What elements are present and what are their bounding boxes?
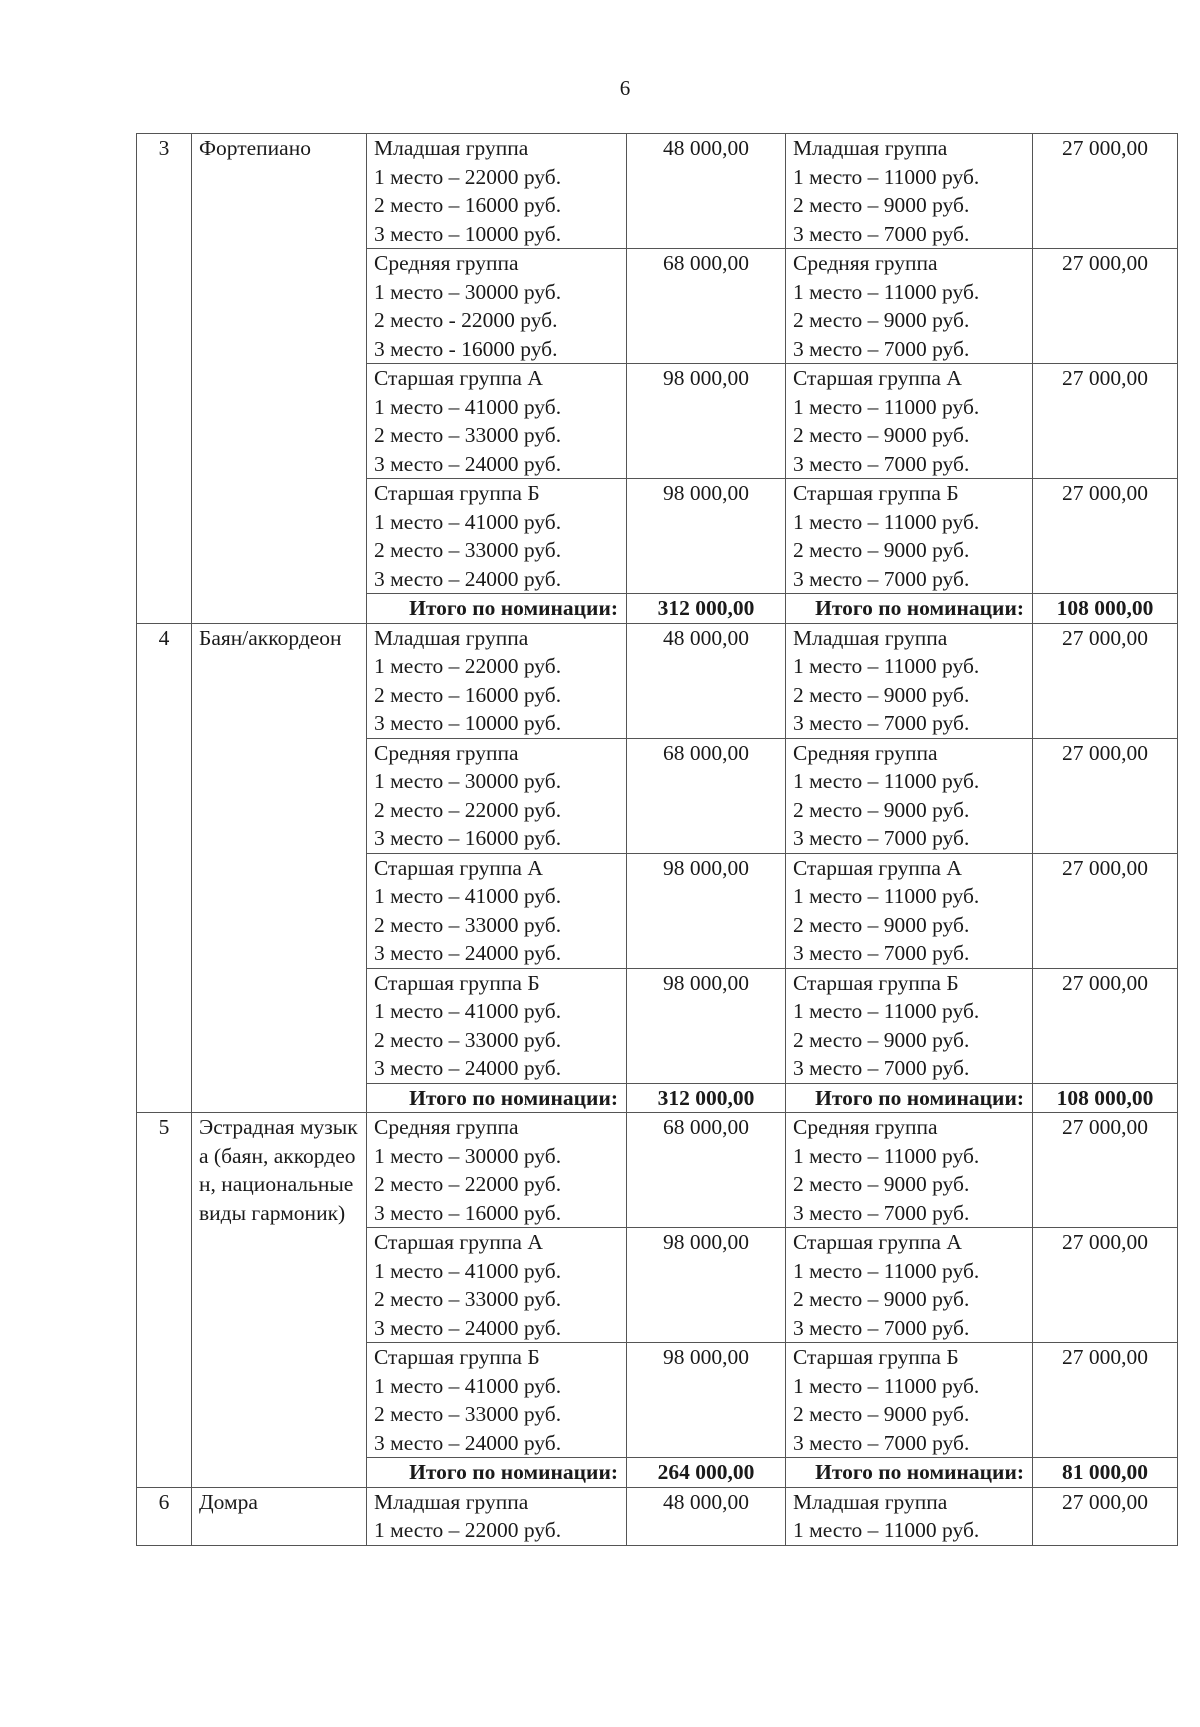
prize-line: 2 место – 9000 руб. — [793, 912, 970, 937]
main-prize-sum-value: 68 000,00 — [663, 740, 749, 765]
main-prize-breakdown — [367, 1113, 627, 1228]
prize-line: 3 место - 16000 руб. — [374, 336, 558, 361]
main-prize-sum — [627, 1487, 786, 1545]
main-prize-sum — [627, 623, 786, 738]
table-row — [137, 623, 1178, 738]
prize-line: 2 место – 33000 руб. — [374, 1027, 562, 1052]
prize-line: Младшая группа — [793, 625, 948, 650]
prize-line: 3 место – 7000 руб. — [793, 566, 970, 591]
prize-line: 3 место – 10000 руб. — [374, 711, 562, 735]
extra-prize-breakdown — [786, 1343, 1033, 1458]
main-prize-sum — [627, 853, 786, 968]
prize-line: 2 место – 33000 руб. — [374, 538, 562, 562]
prize-line: 1 место – 41000 руб. — [374, 394, 562, 419]
extra-prize-breakdown — [786, 1228, 1033, 1343]
main-prize-sum — [627, 249, 786, 364]
main-prize-breakdown — [367, 1228, 627, 1343]
prize-line: 2 место – 9000 руб. — [793, 1402, 970, 1426]
prize-line: Средняя группа — [793, 740, 938, 765]
total-main-value: 264 000,00 — [657, 1460, 755, 1484]
extra-prize-breakdown — [786, 968, 1033, 1083]
prize-line: 1 место – 30000 руб. — [374, 769, 562, 793]
extra-prize-sum — [1033, 968, 1178, 1083]
prize-line: 1 место – 22000 руб. — [374, 654, 562, 678]
nomination-number-text: 6 — [158, 1489, 170, 1514]
prize-line: 3 место – 7000 руб. — [793, 221, 970, 246]
extra-prize-sum-value: 27 000,00 — [1062, 1115, 1148, 1139]
total-label-text: Итого по номинации: — [409, 1085, 618, 1110]
prize-line: 2 место – 9000 руб. — [793, 423, 970, 447]
prize-line: 1 место – 22000 руб. — [374, 164, 562, 189]
main-prize-sum-value: 98 000,00 — [663, 1345, 749, 1369]
prize-line: 2 место – 9000 руб. — [793, 797, 970, 822]
prize-line: 1 место – 11000 руб. — [793, 1258, 980, 1283]
prize-line: Старшая группа Б — [374, 1345, 540, 1369]
main-prize-sum — [627, 968, 786, 1083]
prize-line: 1 место – 41000 руб. — [374, 1258, 562, 1283]
nomination-total-main — [627, 594, 786, 624]
extra-prize-sum — [1033, 1343, 1178, 1458]
extra-prize-breakdown — [786, 134, 1033, 249]
nomination-total-label-extra — [786, 1083, 1033, 1113]
prize-line: Старшая группа А — [793, 855, 962, 880]
prize-line: 1 место – 41000 руб. — [374, 999, 562, 1023]
prize-line: 1 место – 41000 руб. — [374, 509, 562, 534]
prize-line: Средняя группа — [793, 1115, 938, 1139]
nomination-number — [137, 1113, 192, 1488]
extra-prize-breakdown — [786, 364, 1033, 479]
prize-line: 1 место – 30000 руб. — [374, 1143, 562, 1168]
prize-line: 1 место – 11000 руб. — [793, 654, 980, 678]
total-label-text: Итого по номинации: — [815, 596, 1024, 620]
prize-line: Старшая группа А — [793, 366, 962, 390]
extra-prize-sum — [1033, 738, 1178, 853]
prize-line: 1 место – 11000 руб. — [793, 1143, 980, 1168]
prize-line: Старшая группа А — [374, 366, 543, 390]
main-prize-sum-value: 48 000,00 — [663, 1489, 749, 1514]
prize-line: Средняя группа — [374, 1115, 519, 1139]
total-extra-value: 108 000,00 — [1056, 596, 1154, 620]
extra-prize-sum-value: 27 000,00 — [1062, 855, 1148, 880]
table-row — [137, 134, 1178, 249]
nomination-total-extra — [1033, 1083, 1178, 1113]
prize-line: 1 место – 30000 руб. — [374, 279, 562, 304]
prize-line: 2 место – 9000 руб. — [793, 193, 970, 217]
prize-line: 3 место – 24000 руб. — [374, 941, 562, 965]
prize-line: 3 место – 7000 руб. — [793, 1430, 970, 1455]
prize-line: Младшая группа — [793, 1489, 948, 1514]
main-prize-sum — [627, 134, 786, 249]
nomination-total-main — [627, 1458, 786, 1488]
prize-line: 2 место – 9000 руб. — [793, 308, 970, 332]
total-main-value: 312 000,00 — [657, 596, 755, 620]
extra-prize-sum-value: 27 000,00 — [1062, 136, 1148, 160]
prize-line: 3 место – 7000 руб. — [793, 711, 970, 735]
prize-line: 2 место – 33000 руб. — [374, 1287, 562, 1311]
nomination-name — [192, 623, 367, 1113]
main-prize-sum — [627, 1343, 786, 1458]
prize-line: Младшая группа — [374, 1489, 529, 1514]
extra-prize-breakdown — [786, 479, 1033, 594]
extra-prize-sum-value: 27 000,00 — [1062, 740, 1148, 765]
nomination-name — [192, 134, 367, 624]
nomination-total-extra — [1033, 594, 1178, 624]
nomination-name-text: Эстрадная музыка (баян, аккордеон, национальные виды гармоник) — [199, 1115, 358, 1225]
prize-line: 2 место – 9000 руб. — [793, 1027, 970, 1052]
prize-line: Старшая группа Б — [374, 481, 540, 505]
nomination-name — [192, 1113, 367, 1488]
nomination-total-label-extra — [786, 594, 1033, 624]
main-prize-sum-value: 98 000,00 — [663, 481, 749, 505]
main-prize-breakdown — [367, 134, 627, 249]
main-prize-sum-value: 68 000,00 — [663, 251, 749, 275]
extra-prize-sum-value: 27 000,00 — [1062, 970, 1148, 995]
extra-prize-breakdown — [786, 1487, 1033, 1545]
prize-line: 1 место – 41000 руб. — [374, 1373, 562, 1398]
prize-line: 3 место – 7000 руб. — [793, 451, 970, 476]
prize-line: 2 место – 9000 руб. — [793, 1172, 970, 1196]
nomination-total-label — [367, 594, 627, 624]
prize-line: 1 место – 11000 руб. — [793, 164, 980, 189]
extra-prize-sum-value: 27 000,00 — [1062, 1489, 1148, 1514]
prize-line: 1 место – 11000 руб. — [793, 509, 980, 534]
total-extra-value: 108 000,00 — [1056, 1085, 1154, 1110]
prize-line: 2 место – 9000 руб. — [793, 1287, 970, 1311]
prize-line: Младшая группа — [374, 625, 529, 650]
nomination-number-text: 4 — [158, 625, 170, 650]
prize-line: Младшая группа — [793, 136, 948, 160]
extra-prize-sum — [1033, 853, 1178, 968]
main-prize-breakdown — [367, 479, 627, 594]
nomination-name — [192, 1487, 367, 1545]
main-prize-breakdown — [367, 364, 627, 479]
extra-prize-breakdown — [786, 738, 1033, 853]
extra-prize-sum — [1033, 364, 1178, 479]
nomination-number — [137, 134, 192, 624]
nomination-number — [137, 623, 192, 1113]
total-label-text: Итого по номинации: — [409, 596, 618, 620]
main-prize-breakdown — [367, 623, 627, 738]
prize-line: 3 место – 7000 руб. — [793, 1315, 970, 1340]
nomination-number — [137, 1487, 192, 1545]
nomination-total-label — [367, 1458, 627, 1488]
prize-line: Средняя группа — [374, 251, 519, 275]
prize-line: Старшая группа А — [374, 855, 543, 880]
extra-prize-sum — [1033, 134, 1178, 249]
main-prize-breakdown — [367, 1487, 627, 1545]
main-prize-breakdown — [367, 968, 627, 1083]
prize-fund-table — [136, 133, 1178, 1546]
main-prize-breakdown — [367, 738, 627, 853]
nomination-number-text: 3 — [158, 136, 170, 160]
main-prize-sum — [627, 738, 786, 853]
main-prize-sum-value: 68 000,00 — [663, 1115, 749, 1139]
extra-prize-sum-value: 27 000,00 — [1062, 251, 1148, 275]
prize-line: 2 место – 16000 руб. — [374, 193, 562, 217]
prize-line: 2 место – 33000 руб. — [374, 423, 562, 447]
nomination-name-text: Домра — [199, 1489, 258, 1514]
extra-prize-breakdown — [786, 853, 1033, 968]
main-prize-sum-value: 98 000,00 — [663, 366, 749, 390]
main-prize-breakdown — [367, 1343, 627, 1458]
table-row — [137, 1487, 1178, 1545]
nomination-total-main — [627, 1083, 786, 1113]
total-extra-value: 81 000,00 — [1062, 1460, 1148, 1484]
extra-prize-sum-value: 27 000,00 — [1062, 1345, 1148, 1369]
table-row — [137, 1113, 1178, 1228]
prize-line: 1 место – 11000 руб. — [793, 394, 980, 419]
prize-line: 3 место – 7000 руб. — [793, 826, 970, 850]
prize-line: 3 место – 7000 руб. — [793, 1200, 970, 1225]
prize-line: 1 место – 11000 руб. — [793, 999, 980, 1023]
prize-line: 3 место – 24000 руб. — [374, 1430, 562, 1455]
prize-line: 2 место – 16000 руб. — [374, 682, 562, 707]
prize-line: 1 место – 11000 руб. — [793, 1373, 980, 1398]
prize-line: 3 место – 24000 руб. — [374, 566, 562, 591]
prize-line: 3 место – 10000 руб. — [374, 221, 562, 246]
prize-line: 1 место – 22000 руб. — [374, 1518, 562, 1542]
prize-line: 3 место – 16000 руб. — [374, 826, 562, 850]
prize-line: 1 место – 11000 руб. — [793, 884, 980, 908]
extra-prize-sum-value: 27 000,00 — [1062, 366, 1148, 390]
prize-line: 2 место – 33000 руб. — [374, 1402, 562, 1426]
prize-line: 2 место – 22000 руб. — [374, 1172, 562, 1196]
prize-line: Старшая группа Б — [374, 970, 540, 995]
prize-line: 2 место – 22000 руб. — [374, 797, 562, 822]
main-prize-sum — [627, 364, 786, 479]
prize-line: 1 место – 11000 руб. — [793, 279, 980, 304]
prize-line: 2 место - 22000 руб. — [374, 308, 558, 332]
main-prize-sum-value: 48 000,00 — [663, 136, 749, 160]
prize-line: 3 место – 24000 руб. — [374, 1315, 562, 1340]
total-label-text: Итого по номинации: — [409, 1460, 618, 1484]
extra-prize-sum — [1033, 479, 1178, 594]
prize-line: 3 место – 7000 руб. — [793, 941, 970, 965]
prize-line: Старшая группа А — [793, 1230, 962, 1254]
prize-line: 3 место – 16000 руб. — [374, 1200, 562, 1225]
total-label-text: Итого по номинации: — [815, 1460, 1024, 1484]
nomination-name-text: Фортепиано — [199, 136, 311, 160]
main-prize-sum — [627, 1228, 786, 1343]
prize-line: Средняя группа — [793, 251, 938, 275]
extra-prize-sum — [1033, 1113, 1178, 1228]
page-number: 6 — [619, 76, 631, 100]
extra-prize-sum — [1033, 623, 1178, 738]
extra-prize-sum — [1033, 1228, 1178, 1343]
total-main-value: 312 000,00 — [657, 1085, 755, 1110]
main-prize-sum — [627, 479, 786, 594]
nomination-total-label-extra — [786, 1458, 1033, 1488]
nomination-number-text: 5 — [158, 1115, 170, 1139]
prize-line: Младшая группа — [374, 136, 529, 160]
nomination-total-label — [367, 1083, 627, 1113]
prize-line: 2 место – 33000 руб. — [374, 912, 562, 937]
extra-prize-breakdown — [786, 249, 1033, 364]
nomination-total-extra — [1033, 1458, 1178, 1488]
main-prize-breakdown — [367, 249, 627, 364]
prize-line: 2 место – 9000 руб. — [793, 682, 970, 707]
extra-prize-breakdown — [786, 1113, 1033, 1228]
prize-line: Старшая группа Б — [793, 481, 959, 505]
prize-line: Старшая группа А — [374, 1230, 543, 1254]
main-prize-sum-value: 48 000,00 — [663, 625, 749, 650]
nomination-name-text: Баян/аккордеон — [199, 625, 342, 650]
main-prize-sum-value: 98 000,00 — [663, 855, 749, 880]
extra-prize-breakdown — [786, 623, 1033, 738]
extra-prize-sum-value: 27 000,00 — [1062, 481, 1148, 505]
prize-line: 1 место – 11000 руб. — [793, 769, 980, 793]
prize-line: Старшая группа Б — [793, 970, 959, 995]
prize-line: 3 место – 7000 руб. — [793, 1056, 970, 1080]
prize-line: 2 место – 9000 руб. — [793, 538, 970, 562]
prize-line: 3 место – 7000 руб. — [793, 336, 970, 361]
main-prize-sum-value: 98 000,00 — [663, 970, 749, 995]
extra-prize-sum-value: 27 000,00 — [1062, 1230, 1148, 1254]
extra-prize-sum-value: 27 000,00 — [1062, 625, 1148, 650]
prize-line: 3 место – 24000 руб. — [374, 1056, 562, 1080]
prize-line: Средняя группа — [374, 740, 519, 765]
prize-line: 3 место – 24000 руб. — [374, 451, 562, 476]
total-label-text: Итого по номинации: — [815, 1085, 1024, 1110]
main-prize-sum — [627, 1113, 786, 1228]
main-prize-breakdown — [367, 853, 627, 968]
prize-line: 1 место – 11000 руб. — [793, 1518, 980, 1542]
extra-prize-sum — [1033, 249, 1178, 364]
main-prize-sum-value: 98 000,00 — [663, 1230, 749, 1254]
extra-prize-sum — [1033, 1487, 1178, 1545]
prize-line: Старшая группа Б — [793, 1345, 959, 1369]
prize-line: 1 место – 41000 руб. — [374, 884, 562, 908]
